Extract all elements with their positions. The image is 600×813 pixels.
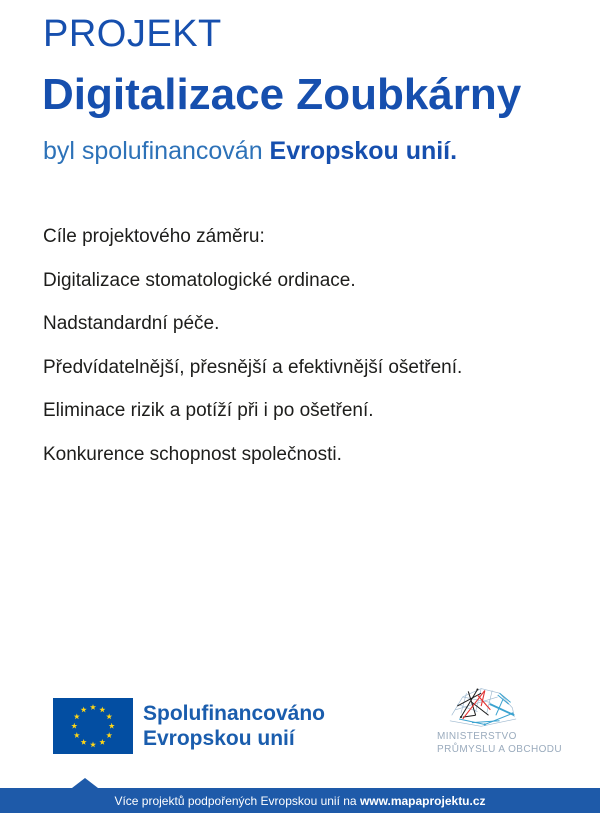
goal-line: Eliminace rizik a potíží při i po ošetření. (43, 400, 374, 421)
footer-pointer-triangle (72, 778, 98, 788)
eu-cofunded-line1: Spolufinancováno (143, 702, 326, 725)
footer-bar (0, 788, 600, 813)
ministry-dome-logo-icon (443, 684, 523, 730)
goal-line: Digitalizace stomatologické ordinace. (43, 269, 356, 291)
footer-bar-text: Více projektů podpořených Evropskou unií na (114, 793, 360, 808)
ministry-name-label (437, 731, 562, 756)
eu-cofunded-label (143, 701, 325, 751)
goal-line: Nadstandardní péče. (43, 313, 220, 334)
goal-line: Předvídatelnější, přesnější a efektivnější ošetření. (43, 356, 463, 378)
subtitle-regular-text: byl spolufinancován (43, 137, 270, 165)
eu-flag-icon (53, 698, 133, 754)
ministry-name-line1: MINISTERSTVO (437, 731, 517, 742)
project-title: Digitalizace Zoubkárny (42, 70, 522, 119)
ministry-name-line2: PRŮMYSLU A OBCHODU (437, 743, 563, 755)
project-goals-list (43, 226, 462, 487)
subtitle-bold-text: Evropskou unií. (269, 137, 458, 165)
goal-line: Konkurence schopnost společnosti. (43, 443, 342, 465)
project-subtitle (43, 137, 457, 166)
goal-line: Cíle projektového záměru: (43, 226, 265, 247)
project-eyebrow: PROJEKT (43, 13, 222, 55)
eu-cofunded-line2: Evropskou unií (143, 727, 295, 750)
footer-bar-url: www.mapaprojektu.cz (359, 793, 486, 808)
